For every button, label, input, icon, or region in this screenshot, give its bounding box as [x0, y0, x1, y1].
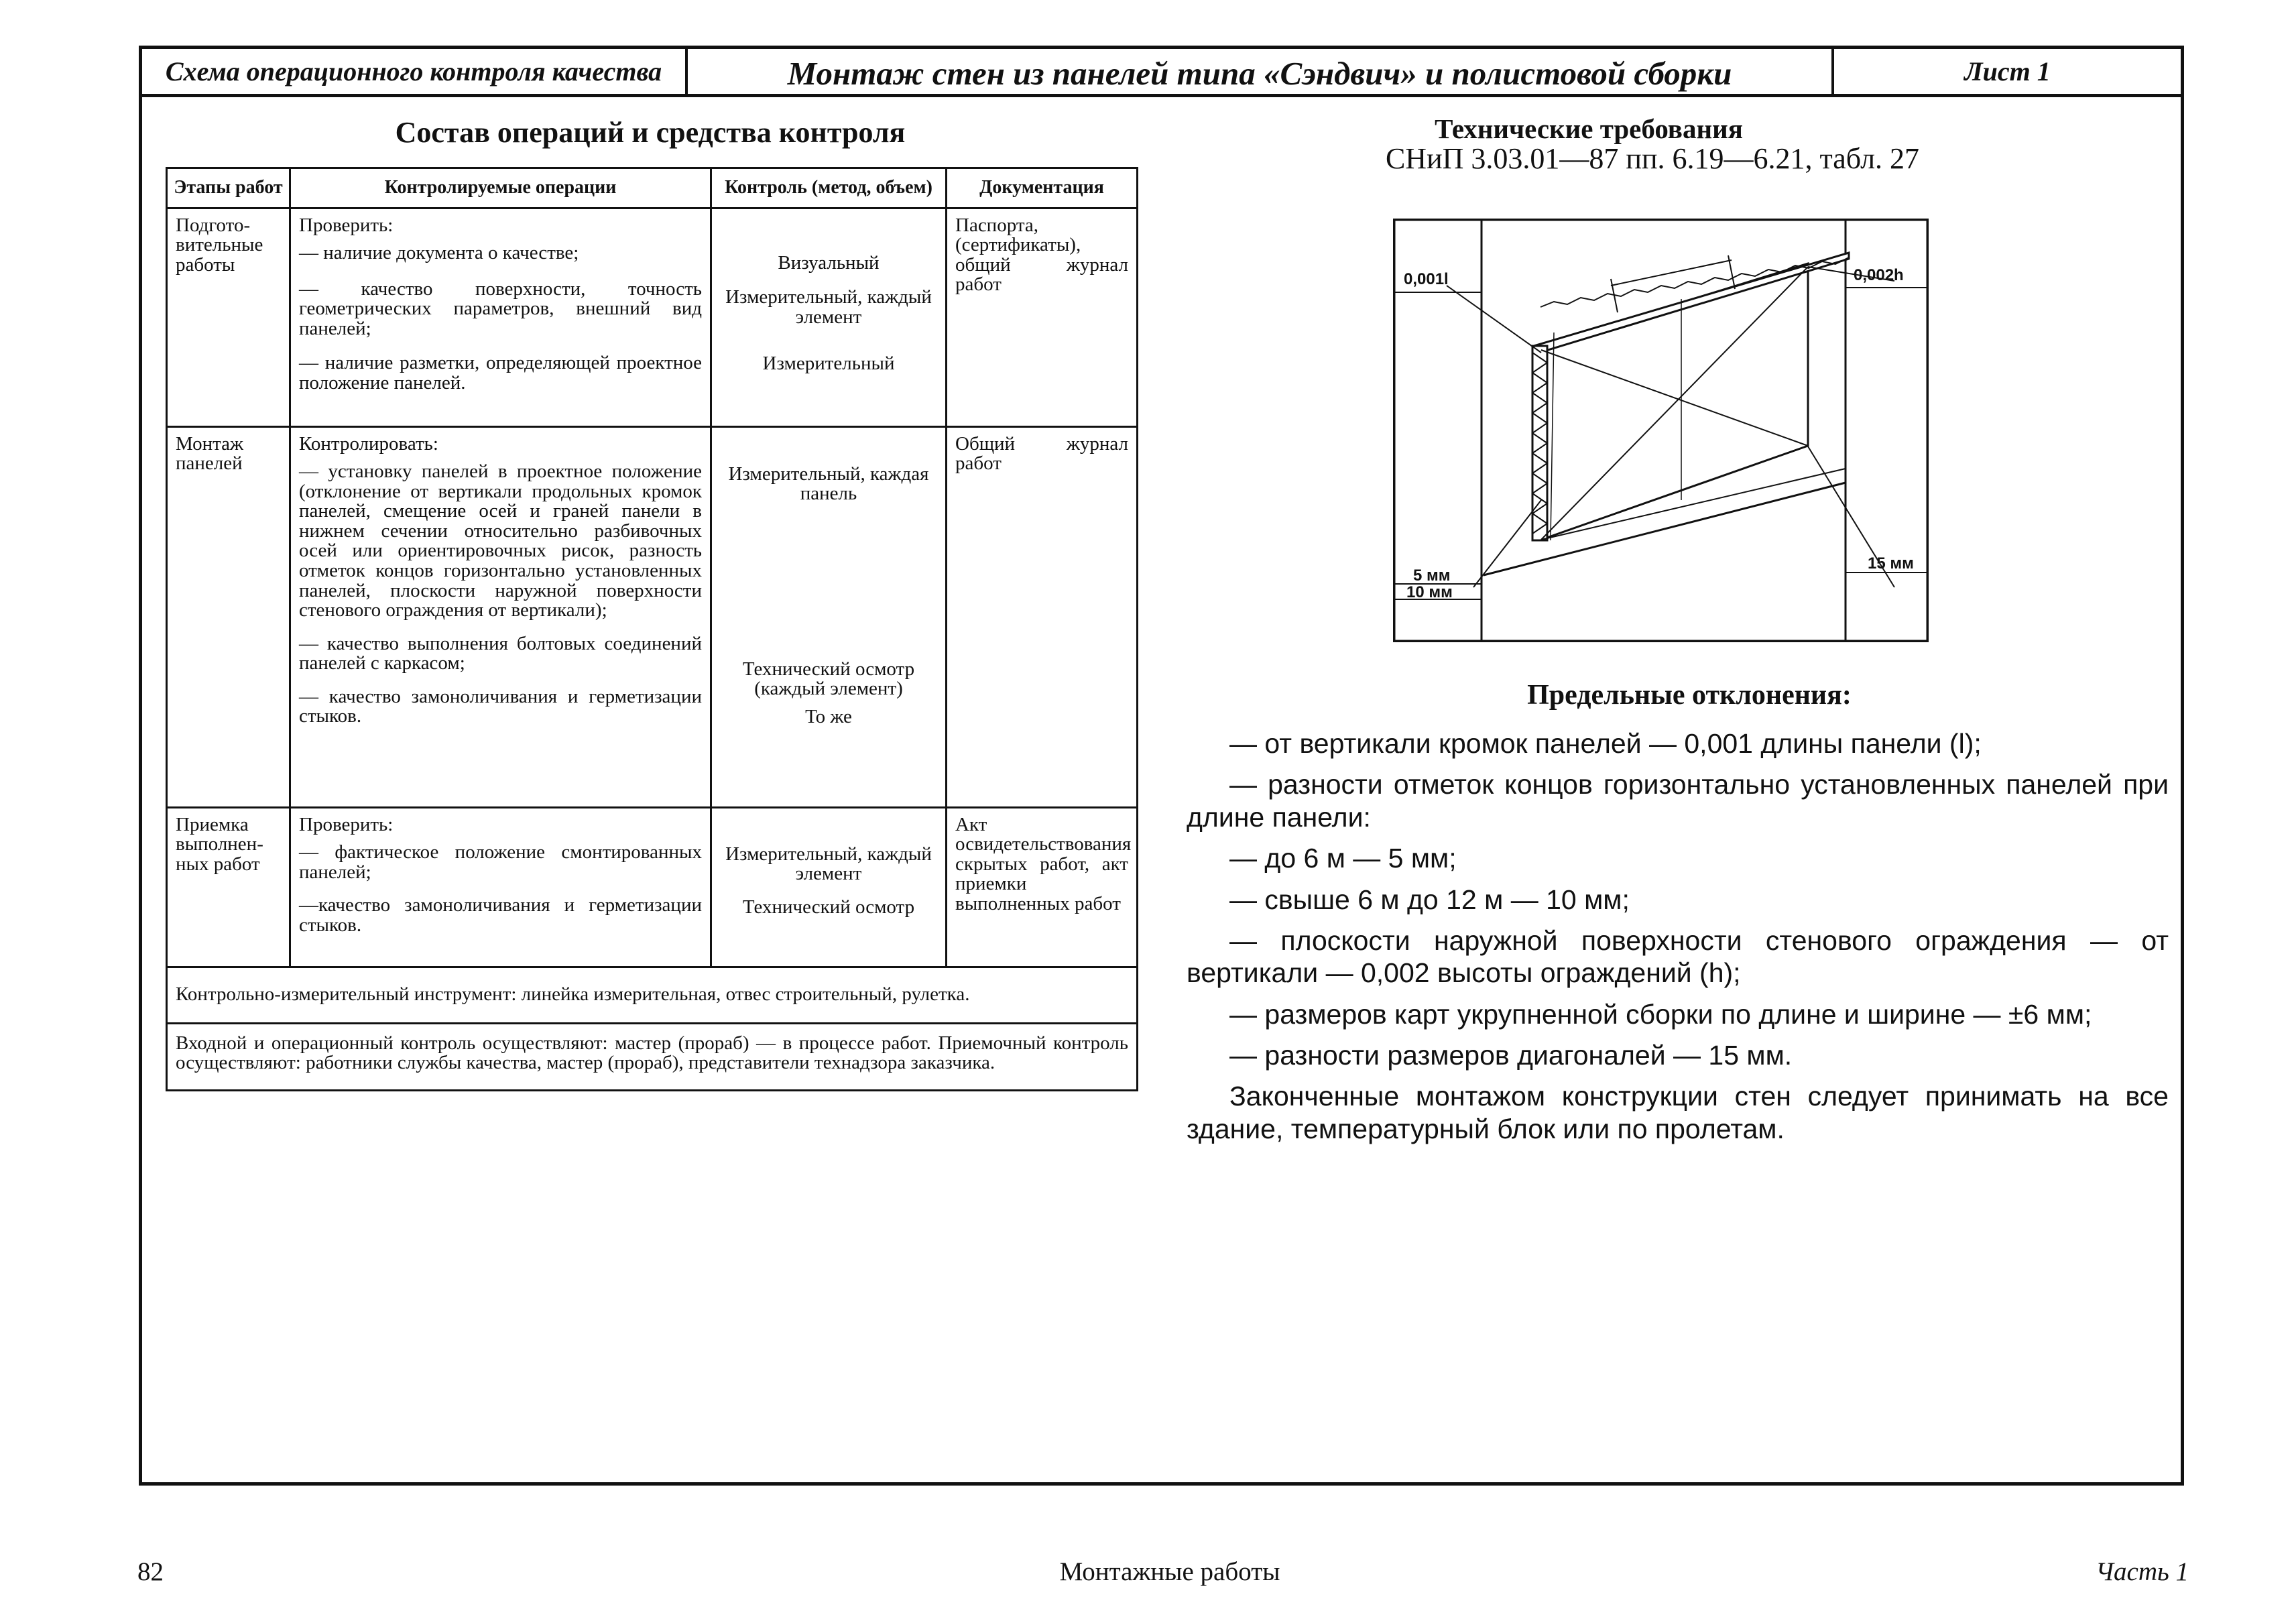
- limit-deviations-heading: Предельные отклонения:: [1527, 680, 1852, 711]
- header-scheme-label: Схема операционного контроля качества: [142, 49, 688, 94]
- operations-lead: Проверить:: [299, 214, 394, 236]
- operations-cell: [290, 208, 711, 426]
- operation-item: — фактическое положение смонтированных панелей;: [299, 841, 702, 883]
- requirement-conclusion: Законченные монтажом конструкции стен следует принимать на все здание, температурный блок или по пролетам.: [1187, 1081, 2169, 1144]
- drawing-border: [1394, 220, 1928, 642]
- panel-left-edge: [1532, 346, 1547, 540]
- left-section-heading: Состав операций и средства контроля: [395, 116, 906, 149]
- table-row: [167, 807, 1138, 967]
- control-method: Технический осмотр: [742, 896, 915, 918]
- plumb-line: [1551, 333, 1554, 540]
- control-method: Визуальный: [778, 251, 880, 274]
- base-line-upper: [1541, 469, 1846, 540]
- documentation-cell: Паспорта, (сертификаты), общий журнал работ: [947, 208, 1138, 426]
- leader-line: [1447, 286, 1541, 353]
- label-top-right: 0,002h: [1854, 266, 1904, 284]
- table-row: [167, 426, 1138, 807]
- footer-title: Монтажные работы: [1059, 1557, 1280, 1586]
- tools-row: [167, 967, 1138, 1023]
- footer-part: Часть 1: [2096, 1557, 2189, 1586]
- tools-note: Контрольно-измерительный инструмент: линейка измерительная, отвес строительный, рулетка.: [167, 967, 1138, 1023]
- stage-name: Приемка выполнен-ных работ: [167, 807, 290, 967]
- operation-item: — качество выполнения болтовых соединений панелей с каркасом;: [299, 632, 702, 674]
- operations-lead: Проверить:: [299, 813, 394, 835]
- requirement-item: — плоскости наружной поверхности стенового ограждения — от вертикали — 0,002 высоты ограждений (h);: [1187, 924, 2169, 989]
- documentation-cell: Общий журнал работ: [947, 426, 1138, 807]
- column-header-operations: Контролируемые операции: [290, 168, 711, 208]
- header-sheet-number: Лист 1: [1964, 56, 2051, 86]
- snip-reference: СНиП 3.03.01—87 пп. 6.19—6.21, табл. 27: [1385, 142, 1920, 175]
- leader-line: [1473, 500, 1541, 587]
- column-header-stage: Этапы работ: [167, 168, 290, 208]
- label-bottom-left-2: 10 мм: [1406, 583, 1453, 601]
- control-note: Входной и операционный контроль осуществляют: мастер (прораб) — в процессе работ. Приемочный контроль осуществляют: работники службы качества, мастер (прораб), представители технадзора заказчика.: [167, 1023, 1138, 1090]
- control-cell: [711, 426, 947, 807]
- technical-requirements-heading: Технические требования: [1435, 113, 1743, 144]
- operations-table: [166, 167, 1138, 1091]
- operation-item: —качество замоноличивания и герметизации стыков.: [299, 894, 702, 936]
- control-method: Технический осмотр (каждый элемент): [742, 658, 915, 700]
- control-method: Измерительный, каждый элемент: [725, 286, 932, 328]
- control-method: Измерительный, каждая панель: [728, 463, 929, 505]
- documentation-cell: Акт освидетельствования скрытых работ, акт приемки выполненных работ: [947, 807, 1138, 967]
- label-bottom-right: 15 мм: [1868, 554, 1914, 573]
- page-number: 82: [137, 1557, 164, 1586]
- operations-cell: [290, 426, 711, 807]
- control-note-row: [167, 1023, 1138, 1090]
- column-header-documentation: Документация: [947, 168, 1138, 208]
- operation-item: — качество замоноличивания и герметизации стыков.: [299, 685, 702, 727]
- requirement-item: — свыше 6 м до 12 м — 10 мм;: [1229, 884, 1630, 915]
- control-method: Измерительный, каждый элемент: [725, 843, 932, 885]
- wall-panel-drawing: [1393, 219, 1929, 642]
- operations-cell: [290, 807, 711, 967]
- control-method: Измерительный: [762, 353, 895, 375]
- operation-item: — качество поверхности, точность геометрических параметров, внешний вид панелей;: [299, 278, 702, 339]
- requirement-item: — разности размеров диагоналей — 15 мм.: [1229, 1040, 1793, 1071]
- requirement-item: — разности отметок концов горизонтально установленных панелей при длине панели:: [1187, 769, 2169, 833]
- requirement-item: — до 6 м — 5 мм;: [1229, 843, 1457, 874]
- column-header-control: Контроль (метод, объем): [711, 168, 947, 208]
- control-cell: [711, 208, 947, 426]
- header-bar: [142, 49, 2181, 97]
- requirement-item: — от вертикали кромок панелей — 0,001 длины панели (l);: [1229, 728, 1982, 759]
- operation-item: — наличие документа о качестве;: [299, 242, 579, 264]
- table-row: [167, 208, 1138, 426]
- table-header-row: [167, 168, 1138, 208]
- control-method: То же: [805, 705, 852, 727]
- requirements-list: [1187, 727, 2169, 1154]
- operation-item: — установку панелей в проектное положение (отклонение от вертикали продольных кромок панелей, смещение осей и граней панели в нижнем сечении относительно разбивочных осей или ориентировочных рисок, разность отметок концов горизонтально установленных панелей, плоскости наружной поверхности стенового ограждения от вертикали);: [299, 461, 702, 621]
- dimension-line: [1611, 260, 1732, 286]
- header-title: Монтаж стен из панелей типа «Сэндвич» и полистовой сборки: [688, 49, 1834, 94]
- stage-name: Монтаж панелей: [167, 426, 290, 807]
- operation-item: — наличие разметки, определяющей проектное положение панелей.: [299, 352, 702, 394]
- diagonal-line: [1541, 350, 1808, 446]
- requirement-item: — размеров карт укрупненной сборки по длине и ширине — ±6 мм;: [1229, 998, 2092, 1030]
- operations-lead: Контролировать:: [299, 432, 438, 455]
- label-top-left: 0,001l: [1404, 270, 1449, 288]
- stage-name: Подгото-вительные работы: [167, 208, 290, 426]
- label-bottom-left-1: 5 мм: [1413, 566, 1451, 585]
- control-cell: [711, 807, 947, 967]
